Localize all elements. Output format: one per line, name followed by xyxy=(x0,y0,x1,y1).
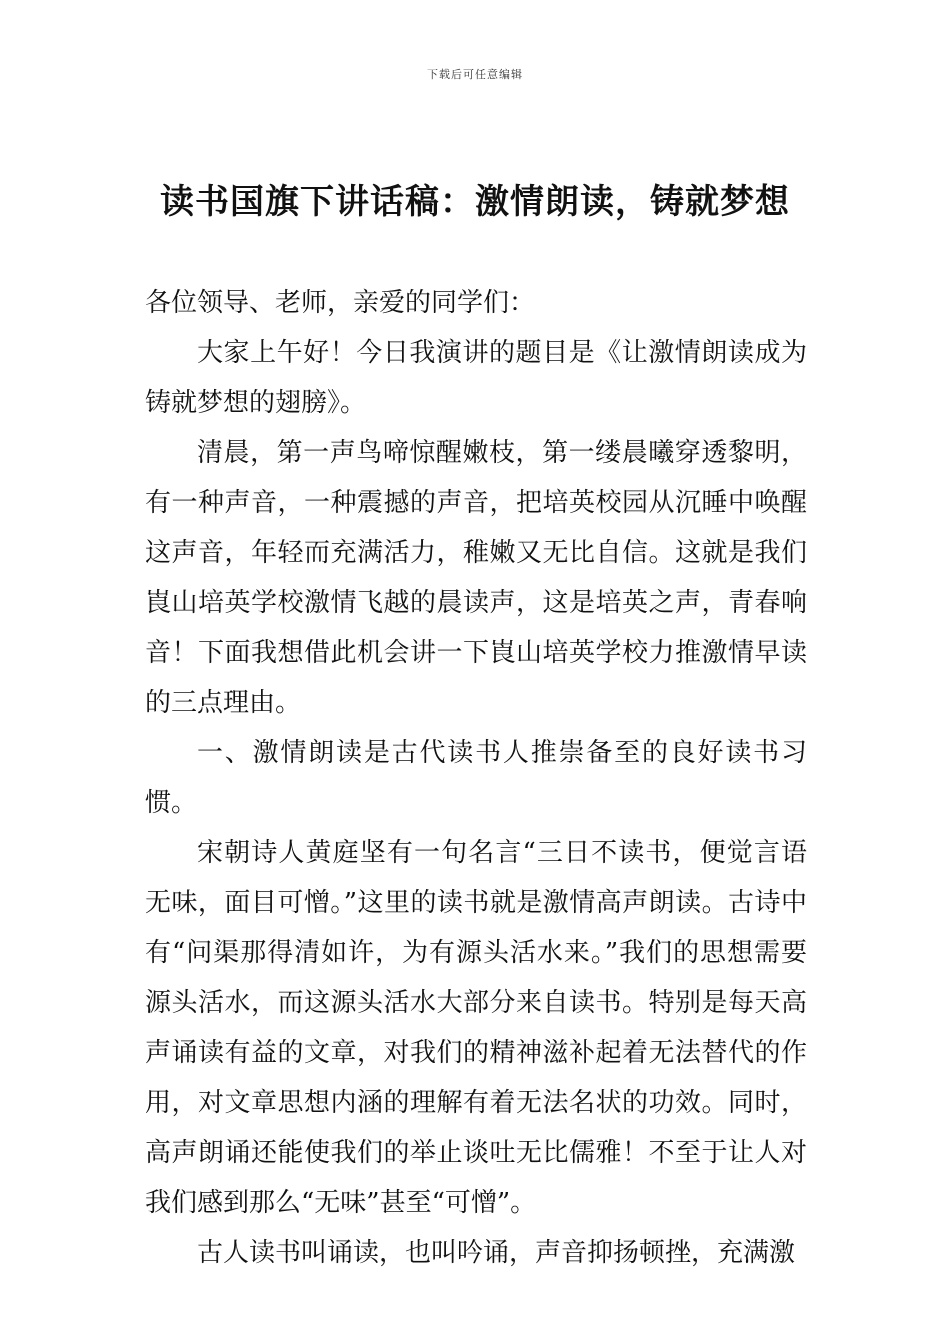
document-body xyxy=(145,278,807,1278)
paragraph: 大家上午好！今日我演讲的题目是《让激情朗读成为铸就梦想的翅膀》。 xyxy=(145,338,807,418)
paragraph: 清晨，第一声鸟啼惊醒嫩枝，第一缕晨曦穿透黎明，有一种声音，一种震撼的声音，把培英校园从沉睡中唤醒这声音，年轻而充满活力，稚嫩又无比自信。这就是我们崀山培英学校激情飞越的晨读声，这是培英之声，青春响音！下面我想借此机会讲一下崀山培英学校力推激情早读的三点理由。 xyxy=(145,438,807,718)
paragraph: 宋朝诗人黄庭坚有一句名言“三日不读书，便觉言语无味，面目可憎。”这里的读书就是激情高声朗读。古诗中有“问渠那得清如许，为有源头活水来。”我们的思想需要源头活水，而这源头活水大部分来自读书。特别是每天高声诵读有益的文章，对我们的精神滋补起着无法替代的作用，对文章思想内涵的理解有着无法名状的功效。同时，高声朗诵还能使我们的举止谈吐无比儒雅！不至于让人对我们感到那么“无味”甚至“可憎”。 xyxy=(145,838,807,1218)
paragraph: 古人读书叫诵读，也叫吟诵，声音抑扬顿挫，充满激 xyxy=(197,1238,796,1268)
document-title: 读书国旗下讲话稿：激情朗读，铸就梦想 xyxy=(160,182,790,222)
paragraph: 一、激情朗读是古代读书人推崇备至的良好读书习惯。 xyxy=(145,738,807,818)
salutation: 各位领导、老师，亲爱的同学们： xyxy=(145,288,536,318)
header-note: 下载后可任意编辑 xyxy=(427,68,523,81)
